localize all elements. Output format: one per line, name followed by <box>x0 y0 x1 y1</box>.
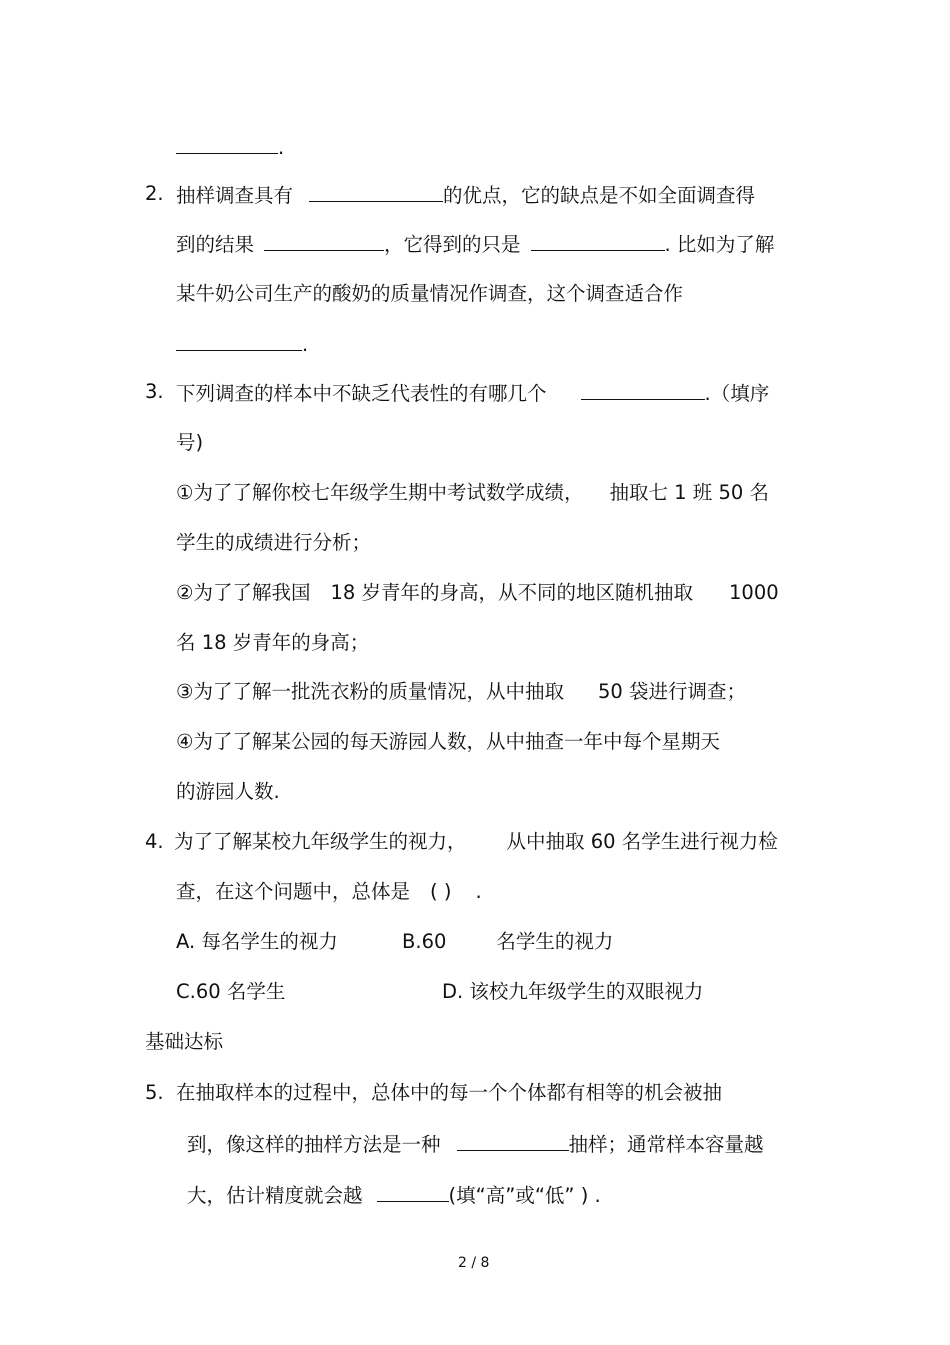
answer-blank[interactable] <box>531 230 665 251</box>
q2-line-3: 某牛奶公司生产的酸奶的质量情况作调查，这个调查适合作 <box>176 282 684 305</box>
q3-option-1-line-2: 学生的成绩进行分析； <box>176 531 372 554</box>
q4-option-a: A. 每名学生的视力 <box>176 930 338 953</box>
section-heading: 基础达标 <box>145 1030 224 1053</box>
q3-option-1-line-1: ①为了了解你校七年级学生期中考试数学成绩， 抽取七 1 班 50 名 <box>176 481 769 504</box>
q3-option-2-line-2: 名 18 岁青年的身高； <box>176 631 370 654</box>
q5-line-1: 在抽取样本的过程中，总体中的每一个个体都有相等的机会被抽 <box>176 1081 723 1104</box>
q3-line-1: 下列调查的样本中不缺乏代表性的有哪几个 .（填序 <box>176 379 769 407</box>
q4-option-c: C.60 名学生 <box>176 980 286 1003</box>
answer-blank[interactable] <box>457 1130 569 1151</box>
answer-blank[interactable] <box>264 230 384 251</box>
q1-tail-line: . <box>176 133 284 161</box>
q2-number: 2. <box>145 182 164 205</box>
answer-blank[interactable] <box>581 379 705 400</box>
q3-option-4-line-1: ④为了了解某公园的每天游园人数，从中抽查一年中每个星期天 <box>176 730 720 753</box>
q4-number: 4. <box>145 830 164 853</box>
answer-blank[interactable] <box>309 181 443 202</box>
q3-option-3: ③为了了解一批洗衣粉的质量情况，从中抽取 50 袋进行调查； <box>176 680 746 703</box>
q4-line-1: 为了了解某校九年级学生的视力， 从中抽取 60 名学生进行视力检 <box>174 830 778 853</box>
q2-line-4: . <box>176 330 308 358</box>
answer-blank[interactable] <box>176 330 302 351</box>
q2-line-1: 抽样调查具有 的优点，它的缺点是不如全面调查得 <box>176 181 755 209</box>
q3-number: 3. <box>145 380 164 403</box>
answer-blank[interactable] <box>377 1181 449 1202</box>
q3-line-2: 号) <box>176 431 204 454</box>
answer-parentheses[interactable]: ( ) <box>430 880 452 903</box>
answer-blank[interactable] <box>176 133 278 154</box>
q3-option-4-line-2: 的游园人数. <box>176 780 280 803</box>
q3-option-2-line-1: ②为了了解我国 18 岁青年的身高，从不同的地区随机抽取 1000 <box>176 581 779 604</box>
q4-line-2: 查，在这个问题中，总体是 ( ) . <box>176 880 482 903</box>
q2-line-2: 到的结果 ，它得到的只是 . 比如为了解 <box>176 230 774 258</box>
page-number: 2 / 8 <box>458 1255 490 1271</box>
q4-option-b: B.60 名学生的视力 <box>402 930 614 953</box>
q5-line-2: 到，像这样的抽样方法是一种 抽样；通常样本容量越 <box>187 1130 764 1158</box>
q4-option-d: D. 该校九年级学生的双眼视力 <box>442 980 704 1003</box>
q5-line-3: 大，估计精度就会越 (填“高”或“低” ) . <box>187 1181 601 1209</box>
q5-number: 5. <box>145 1081 164 1104</box>
